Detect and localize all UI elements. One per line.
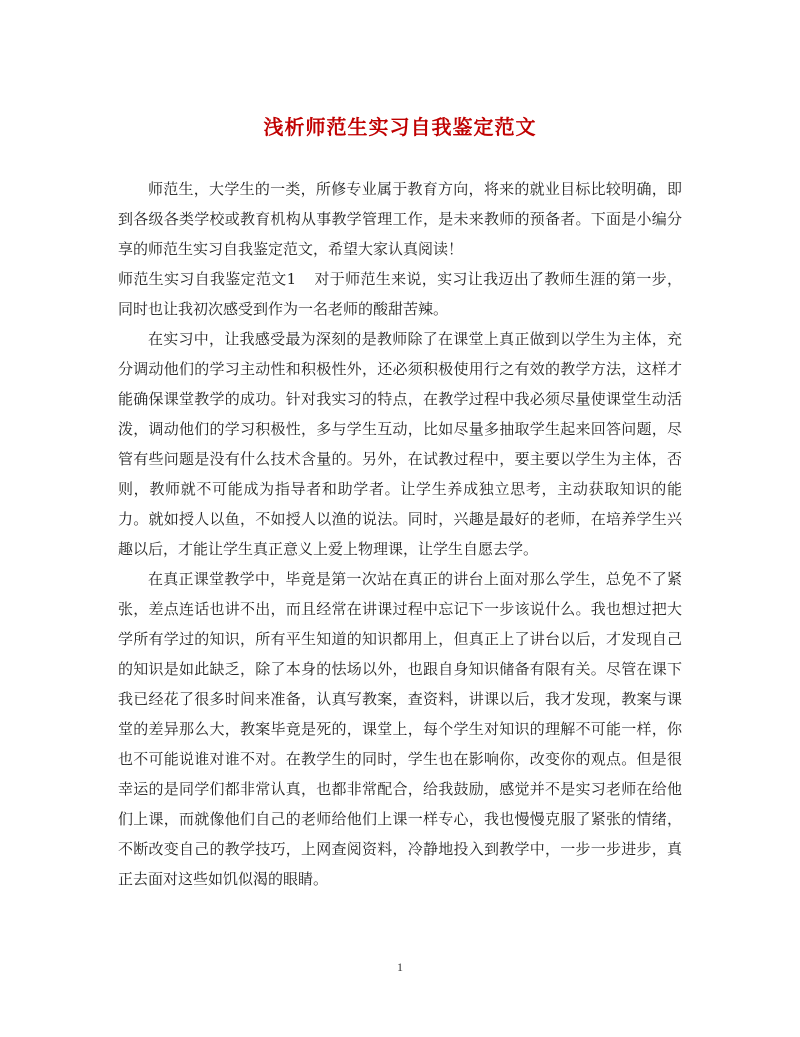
section-heading: 师范生实习自我鉴定范文1 bbox=[118, 270, 297, 288]
section-paragraph bbox=[118, 264, 682, 324]
section-first-text: 对于师范生来说，实习让我迈出了教师生涯的第一步，同时也让我初次感受到作为一名老师的酸甜苦辣。 bbox=[118, 270, 682, 318]
intro-paragraph: 师范生，大学生的一类，所修专业属于教育方向，将来的就业目标比较明确，即到各级各类学校或教育机构从事教学管理工作，是未来教师的预备者。下面是小编分享的师范生实习自我鉴定范文，希望大家认真阅读！ bbox=[118, 180, 682, 258]
body-paragraph-2: 在实习中，让我感受最为深刻的是教师除了在课堂上真正做到以学生为主体，充分调动他们的学习主动性和积极性外，还必须积极使用行之有效的教学方法，这样才能确保课堂教学的成功。针对我实习的特点，在教学过程中我必须尽量使课堂生动活泼，调动他们的学习积极性，多与学生互动，比如尽量多抽取学生起来回答问题，尽管有些问题是没有什么技术含量的。另外，在试教过程中，要主要以学生为主体，否则，教师就不可能成为指导者和助学者。让学生养成独立思考，主动获取知识的能力。就如授人以鱼，不如授人以渔的说法。同时，兴趣是最好的老师，在培养学生兴趣以后，才能让学生真正意义上爱上物理课，让学生自愿去学。 bbox=[118, 330, 682, 558]
page-number: 1 bbox=[397, 960, 403, 974]
document-body bbox=[118, 174, 682, 894]
body-paragraph-3: 在真正课堂教学中，毕竟是第一次站在真正的讲台上面对那么学生，总免不了紧张，差点连话也讲不出，而且经常在讲课过程中忘记下一步该说什么。我也想过把大学所有学过的知识，所有平生知道的知识都用上，但真正上了讲台以后，才发现自己的知识是如此缺乏，除了本身的怯场以外，也跟自身知识储备有限有关。尽管在课下我已经花了很多时间来准备，认真写教案，查资料，讲课以后，我才发现，教案与课堂的差异那么大，教案毕竟是死的，课堂上，每个学生对知识的理解不可能一样，你也不可能说谁对谁不对。在教学生的同时，学生也在影响你，改变你的观点。但是很幸运的是同学们都非常认真，也都非常配合，给我鼓励，感觉并不是实习老师在给他们上课，而就像他们自己的老师给他们上课一样专心，我也慢慢克服了紧张的情绪，不断改变自己的教学技巧，上网查阅资料，冷静地投入到教学中，一步一步进步，真正去面对这些如饥似渴的眼睛。 bbox=[118, 570, 682, 888]
document-title: 浅析师范生实习自我鉴定范文 bbox=[263, 115, 537, 139]
